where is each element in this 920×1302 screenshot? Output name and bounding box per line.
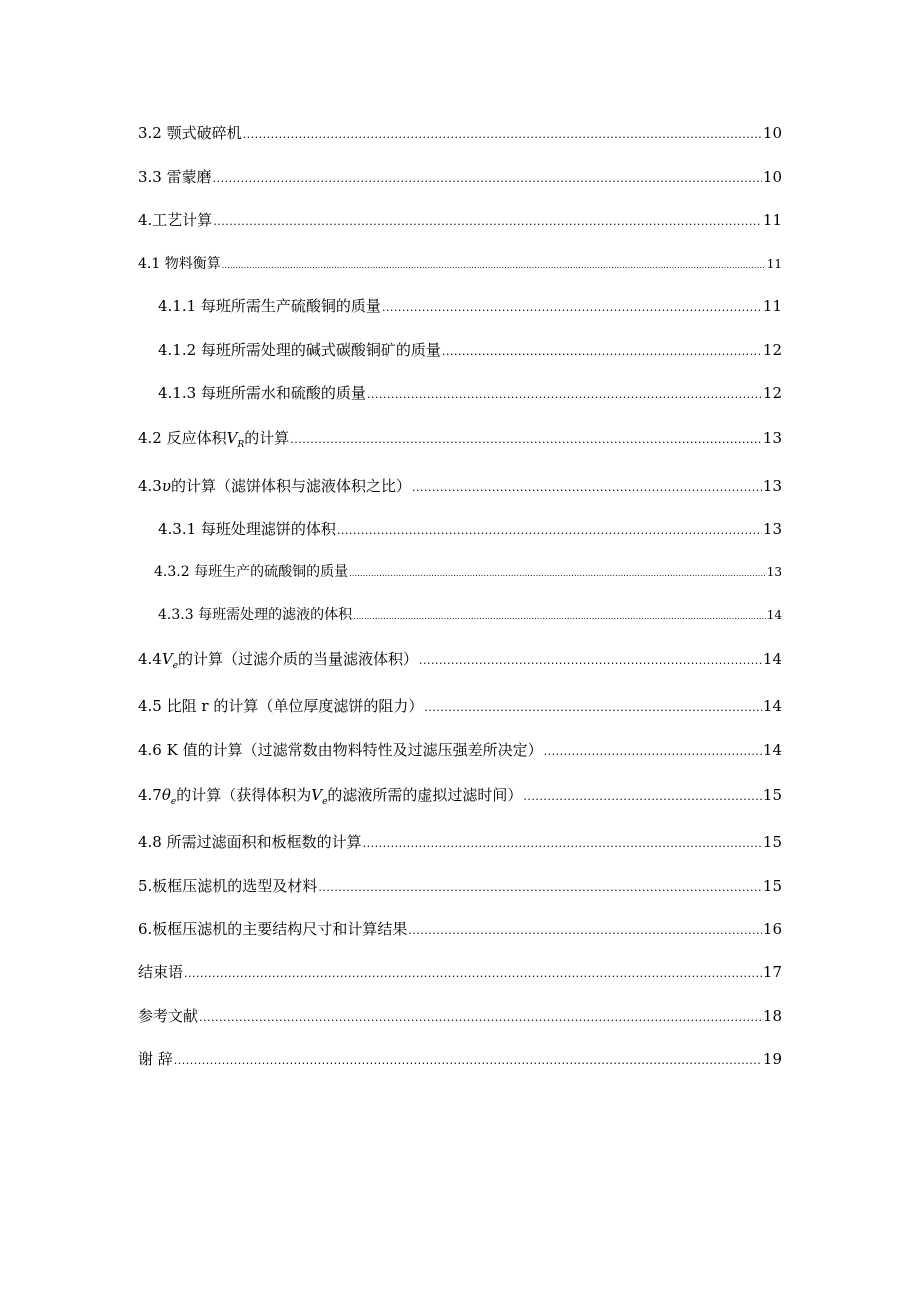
toc-entry-title [138, 784, 522, 813]
toc-entry-page: 14 [766, 608, 782, 622]
toc-entry [138, 122, 782, 144]
toc-entry-title-suffix: 的计算（过滤介质的当量滤液体积） [178, 650, 419, 668]
toc-leader-dots [318, 877, 762, 899]
toc-entry-page: 12 [762, 341, 782, 359]
toc-entry [138, 339, 782, 361]
toc-leader-dots [523, 786, 761, 808]
toc-leader-dots [544, 741, 762, 763]
toc-entry-title-mid: 的计算（获得体积为 [176, 786, 312, 804]
toc-entry-title: 4.1 物料衡算 [138, 256, 221, 272]
toc-entry-title: 4.3.3 每班需处理的滤液的体积 [158, 607, 353, 623]
toc-entry [138, 648, 782, 670]
toc-entry [138, 382, 782, 404]
toc-entry-page: 13 [762, 429, 782, 447]
toc-entry-page: 18 [762, 1007, 782, 1025]
toc-entry [138, 166, 782, 188]
math-symbol: υ [161, 477, 171, 495]
toc-entry [138, 695, 782, 717]
toc-leader-dots [213, 211, 762, 233]
toc-leader-dots [353, 606, 766, 628]
toc-entry-page: 11 [762, 211, 782, 229]
toc-entry-page: 12 [762, 384, 782, 402]
toc-entry-title: 3.3 雷蒙磨 [138, 168, 212, 186]
toc-entry-title: 4.5 比阻 r 的计算（单位厚度滤饼的阻力） [138, 697, 424, 715]
toc-entry-title: 4.8 所需过滤面积和板框数的计算 [138, 833, 362, 851]
toc-leader-dots [419, 650, 762, 672]
toc-entry [138, 784, 782, 806]
toc-leader-dots [199, 1007, 762, 1029]
math-symbol: $V_e$ [311, 786, 328, 807]
toc-entry-title: 4.1.1 每班所需生产硫酸铜的质量 [158, 297, 381, 315]
toc-leader-dots [424, 697, 762, 719]
toc-entry-title: 结束语 [138, 963, 184, 981]
toc-leader-dots [382, 297, 762, 319]
toc-entry-title-suffix: 的计算 [244, 429, 290, 447]
toc-leader-dots [290, 429, 762, 451]
toc-entry-page: 11 [766, 257, 782, 271]
toc-entry [138, 831, 782, 853]
toc-leader-dots [222, 255, 766, 277]
toc-leader-dots [174, 1050, 762, 1072]
toc-entry [138, 1048, 782, 1070]
toc-entry-title: 3.2 颚式破碎机 [138, 124, 242, 142]
toc-entry-title [138, 475, 411, 497]
toc-entry-page: 17 [762, 963, 782, 981]
toc-entry-title: 6.板框压滤机的主要结构尺寸和计算结果 [138, 920, 408, 938]
toc-entry-title: 4.1.2 每班所需处理的碱式碳酸铜矿的质量 [158, 341, 441, 359]
toc-entry-page: 15 [762, 833, 782, 851]
toc-entry-page: 13 [766, 565, 782, 579]
toc-entry [138, 427, 782, 449]
toc-entry-page: 14 [762, 697, 782, 715]
toc-entry-page: 16 [762, 920, 782, 938]
toc-leader-dots [363, 833, 762, 855]
toc-entry-title [138, 427, 289, 456]
toc-entry [138, 295, 782, 317]
toc-entry-title [138, 648, 418, 677]
math-symbol: $V_e$ [161, 650, 179, 671]
toc-entry-title-prefix: 4.2 反应体积 [138, 429, 227, 447]
toc-entry [138, 253, 782, 275]
toc-entry-title-prefix: 4.3 [138, 477, 162, 495]
toc-entry-title-prefix: 4.4 [138, 650, 162, 668]
toc-leader-dots [243, 124, 762, 146]
toc-entry [138, 209, 782, 231]
toc-entry [138, 918, 782, 940]
toc-entry-title: 谢 辞 [138, 1050, 173, 1068]
toc-entry-title-suffix: 的滤液所需的虚拟过滤时间） [327, 786, 523, 804]
toc-entry [138, 1005, 782, 1027]
toc-entry [138, 604, 782, 626]
toc-entry-page: 14 [762, 650, 782, 668]
math-symbol: $V_R$ [226, 429, 245, 450]
toc-entry-page: 10 [762, 124, 782, 142]
toc-leader-dots [412, 477, 762, 499]
toc-entry-page: 13 [762, 477, 782, 495]
toc-entry [138, 518, 782, 540]
toc-entry-page: 13 [762, 520, 782, 538]
toc-entry-page: 11 [762, 297, 782, 315]
toc-entry-title: 4.工艺计算 [138, 211, 213, 229]
toc-entry-page: 19 [762, 1050, 782, 1068]
toc-entry-title: 参考文献 [138, 1007, 199, 1025]
toc-entry [138, 875, 782, 897]
toc-entry-title: 4.1.3 每班所需水和硫酸的质量 [158, 384, 366, 402]
toc-leader-dots [442, 341, 762, 363]
toc-entry-title-prefix: 4.7 [138, 786, 162, 804]
toc-entry [138, 961, 782, 983]
toc-leader-dots [349, 563, 766, 585]
toc-leader-dots [408, 920, 762, 942]
toc-leader-dots [213, 168, 762, 190]
toc-entry-page: 14 [762, 741, 782, 759]
toc-entry [138, 475, 782, 497]
toc-entry-page: 15 [762, 877, 782, 895]
toc-entry-page: 10 [762, 168, 782, 186]
toc-entry-title-suffix: 的计算（滤饼体积与滤液体积之比） [170, 477, 411, 495]
toc-leader-dots [367, 384, 762, 406]
toc-entry-page: 15 [762, 786, 782, 804]
toc-leader-dots [337, 520, 762, 542]
toc-leader-dots [184, 963, 762, 985]
toc-entry [138, 739, 782, 761]
toc-entry-title: 4.3.1 每班处理滤饼的体积 [158, 520, 336, 538]
toc-entry-title: 4.3.2 每班生产的硫酸铜的质量 [154, 564, 349, 580]
math-symbol: $\theta_e$ [161, 786, 177, 807]
toc-entry [138, 561, 782, 583]
toc-entry-title: 4.6 K 值的计算（过滤常数由物料特性及过滤压强差所决定） [138, 741, 543, 759]
toc-entry-title: 5.板框压滤机的选型及材料 [138, 877, 318, 895]
